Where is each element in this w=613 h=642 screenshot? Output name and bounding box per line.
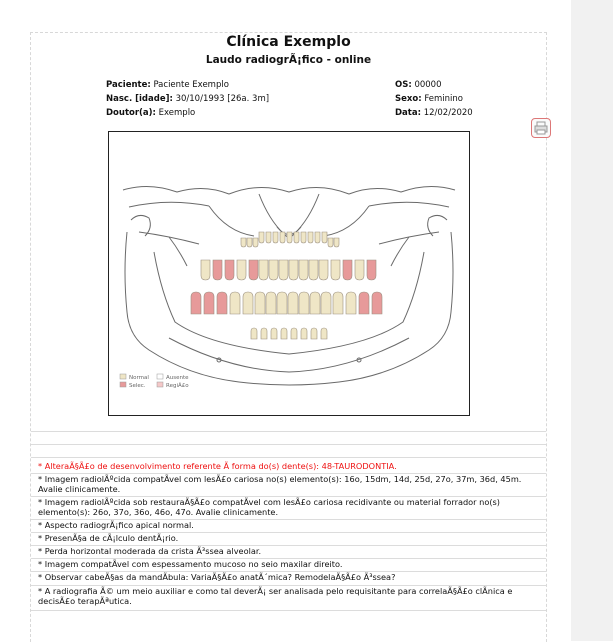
print-icon — [532, 119, 550, 137]
date-label: Data: — [395, 108, 421, 118]
skull-outline — [123, 186, 455, 385]
tooth[interactable] — [266, 232, 271, 243]
tooth[interactable] — [287, 232, 292, 243]
tooth[interactable] — [191, 292, 201, 314]
tooth[interactable] — [301, 232, 306, 243]
patient-name: Paciente Exemplo — [153, 80, 229, 90]
tooth[interactable] — [289, 260, 298, 280]
tooth[interactable] — [241, 238, 246, 247]
tooth[interactable] — [321, 292, 331, 314]
lower-germ-row — [251, 328, 327, 339]
tooth[interactable] — [331, 260, 340, 280]
doctor-name: Exemplo — [158, 108, 196, 118]
report-title: Laudo radiogrÃ¡fico - online — [205, 54, 372, 66]
tooth[interactable] — [294, 232, 299, 243]
date-line — [395, 106, 473, 120]
legend-selec-label: Selec. — [129, 383, 146, 389]
tooth[interactable] — [333, 292, 343, 314]
finding-item: * Aspecto radiogrÃ¡fico apical normal. — [38, 520, 194, 530]
dental-chart-drawing — [109, 132, 469, 415]
dental-chart — [108, 131, 470, 416]
patient-birth: 30/10/1993 [26a. 3m] — [175, 94, 270, 104]
chart-legend — [120, 374, 189, 389]
radiographic-report — [30, 32, 547, 642]
tooth[interactable] — [309, 260, 318, 280]
finding-item: * Imagem radiolÃºcida sob restauraÃ§Ã£o compatÃvel com lesÃ£o cariosa recidivante ou material forrador no(s) elemento(s): 26o, 37o, 36o, 46o, 47o. Avalie clinicamente. — [38, 497, 500, 517]
tooth[interactable] — [277, 292, 287, 314]
patient-info-right — [395, 78, 473, 120]
tooth[interactable] — [355, 260, 364, 280]
tooth[interactable] — [301, 328, 307, 339]
finding-item: * Observar cabeÃ§as da mandÃbula: VariaÃ§Ã£o anatÃ´mica? RemodelaÃ§Ã£o Ã³ssea? — [38, 572, 396, 582]
tooth-germ-row — [241, 232, 339, 247]
patient-info-left — [106, 78, 269, 120]
tooth[interactable] — [255, 292, 265, 314]
tooth[interactable] — [249, 260, 258, 280]
tooth[interactable] — [281, 328, 287, 339]
tooth[interactable] — [288, 292, 298, 314]
tooth[interactable] — [269, 260, 278, 280]
legend-regiao-label: RegiÃ£o — [166, 383, 189, 389]
tooth[interactable] — [308, 232, 313, 243]
separator — [31, 431, 546, 432]
tooth[interactable] — [321, 328, 327, 339]
os-label: OS: — [395, 80, 412, 90]
tooth[interactable] — [266, 292, 276, 314]
tooth[interactable] — [328, 238, 333, 247]
finding-item: * Perda horizontal moderada da crista Ã³ssea alveolar. — [38, 546, 262, 556]
separator — [31, 457, 546, 458]
separator — [31, 444, 546, 445]
tooth[interactable] — [204, 292, 214, 314]
patient-sex: Feminino — [424, 94, 463, 104]
tooth[interactable] — [261, 328, 267, 339]
tooth[interactable] — [367, 260, 376, 280]
tooth[interactable] — [237, 260, 246, 280]
print-button[interactable] — [531, 118, 551, 138]
doctor-label: Doutor(a): — [106, 108, 156, 118]
legend-ausente-label: Ausente — [166, 375, 189, 381]
upper-teeth — [201, 260, 376, 280]
finding-item: * Imagem radiolÃºcida compatÃvel com lesÃ£o cariosa no(s) elemento(s): 16o, 15dm, 14d, 25d, 27o, 37m, 36d, 45m. Avalie clinicamente. — [38, 474, 522, 494]
finding-item: * A radiografia Ã© um meio auxiliar e como tal deverÃ¡ ser analisada pelo requisitante para correlaÃ§Ã£o clÃnica e decisÃ£o terapÃªutica. — [38, 586, 513, 606]
report-date: 12/02/2020 — [423, 108, 473, 118]
side-panel — [571, 0, 613, 641]
legend-regiao-swatch — [157, 382, 163, 387]
tooth[interactable] — [343, 260, 352, 280]
sex-label: Sexo: — [395, 94, 422, 104]
lower-teeth — [191, 292, 382, 314]
finding-item: * AlteraÃ§Ã£o de desenvolvimento referente Ã forma do(s) dente(s): 48-TAURODONTIA. — [38, 461, 397, 471]
patient-birth-label: Nasc. [idade]: — [106, 94, 173, 104]
separator — [31, 610, 546, 611]
patient-name-label: Paciente: — [106, 80, 151, 90]
tooth[interactable] — [280, 232, 285, 243]
tooth[interactable] — [299, 292, 309, 314]
clinic-name: Clínica Exemplo — [226, 34, 351, 50]
tooth[interactable] — [251, 328, 257, 339]
os-line — [395, 78, 473, 92]
tooth[interactable] — [279, 260, 288, 280]
tooth[interactable] — [334, 238, 339, 247]
legend-ausente-swatch — [157, 374, 163, 379]
tooth[interactable] — [273, 232, 278, 243]
tooth[interactable] — [225, 260, 234, 280]
tooth[interactable] — [243, 292, 253, 314]
patient-birth-line — [106, 92, 269, 106]
tooth[interactable] — [299, 260, 308, 280]
tooth[interactable] — [259, 260, 268, 280]
tooth[interactable] — [315, 232, 320, 243]
legend-normal-swatch — [120, 374, 126, 379]
tooth[interactable] — [259, 232, 264, 243]
tooth[interactable] — [372, 292, 382, 314]
tooth[interactable] — [310, 292, 320, 314]
tooth[interactable] — [271, 328, 277, 339]
tooth[interactable] — [230, 292, 240, 314]
os-number: 00000 — [414, 80, 442, 90]
tooth[interactable] — [201, 260, 210, 280]
tooth[interactable] — [213, 260, 222, 280]
tooth[interactable] — [359, 292, 369, 314]
tooth[interactable] — [247, 238, 252, 247]
legend-normal-label: Normal — [129, 375, 149, 381]
legend-selec-swatch — [120, 382, 126, 387]
finding-item: * Imagem compatÃvel com espessamento mucoso no seio maxilar direito. — [38, 559, 343, 569]
tooth[interactable] — [217, 292, 227, 314]
tooth[interactable] — [311, 328, 317, 339]
patient-name-line — [106, 78, 269, 92]
tooth[interactable] — [322, 232, 327, 243]
tooth[interactable] — [291, 328, 297, 339]
finding-item: * PresenÃ§a de cÃ¡lculo dentÃ¡rio. — [38, 533, 179, 543]
doctor-line — [106, 106, 269, 120]
tooth[interactable] — [253, 238, 258, 247]
tooth[interactable] — [319, 260, 328, 280]
sex-line — [395, 92, 473, 106]
tooth[interactable] — [346, 292, 356, 314]
